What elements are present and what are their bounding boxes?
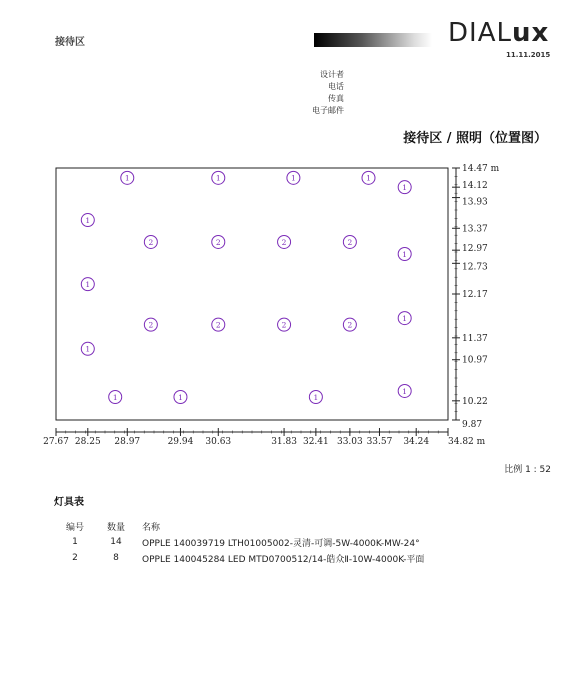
meta-phone: 电话 <box>328 82 344 91</box>
x-axis <box>43 428 486 447</box>
luminaire-type-label: 1 <box>85 215 91 225</box>
x-tick-label: 34.24 <box>403 437 430 447</box>
y-tick-label: 12.73 <box>462 262 488 273</box>
luminaire-type-label: 1 <box>313 392 319 402</box>
row-index: 2 <box>72 553 78 563</box>
room-outline <box>56 168 448 420</box>
luminaire-marker-type-1 <box>109 390 122 403</box>
luminaire-marker-type-1 <box>398 181 411 194</box>
luminaire-marker-type-1 <box>81 342 94 355</box>
x-tick-label: 28.25 <box>74 437 101 447</box>
x-tick-label: 28.97 <box>114 437 141 447</box>
x-tick-label: 33.57 <box>366 437 393 447</box>
luminaire-type-label: 1 <box>178 392 183 402</box>
meta-designer: 设计者 <box>320 70 344 79</box>
luminaire-type-label: 2 <box>148 320 154 330</box>
luminaire-marker-type-2 <box>343 235 356 248</box>
luminaire-marker-type-1 <box>398 384 411 397</box>
view-title: 接待区 / 照明（位置图） <box>403 131 547 146</box>
y-axis <box>452 164 500 430</box>
x-tick-label: 29.94 <box>167 437 194 447</box>
header-quantity: 数量 <box>106 522 125 533</box>
luminaire-type-label: 2 <box>148 237 154 247</box>
y-tick-label: 13.37 <box>462 224 488 235</box>
luminaire-type-label: 1 <box>291 173 296 183</box>
luminaire-type-label: 2 <box>281 237 287 247</box>
luminaire-type-label: 1 <box>85 279 91 289</box>
logo-bold-text: ux <box>511 18 550 48</box>
y-tick-label: 12.97 <box>462 244 488 255</box>
luminaire-marker-type-2 <box>212 235 225 248</box>
luminaire-type-label: 1 <box>215 173 221 183</box>
luminaire-marker-type-2 <box>343 318 356 331</box>
luminaire-marker-type-1 <box>81 278 94 291</box>
row-quantity: 14 <box>110 537 122 547</box>
y-tick-label: 11.37 <box>462 333 488 344</box>
row-name: OPPLE 140045284 LED MTD0700512/14-皓众Ⅱ-10W-4000K-平面 <box>142 554 425 565</box>
luminaire-type-label: 2 <box>215 237 221 247</box>
luminaire-type-label: 2 <box>347 320 353 330</box>
header-name: 名称 <box>142 522 161 533</box>
x-tick-label: 30.63 <box>205 437 232 447</box>
y-tick-label: 9.87 <box>462 420 483 430</box>
x-tick-label: 33.03 <box>336 437 363 447</box>
row-index: 1 <box>72 537 78 547</box>
meta-email: 电子邮件 <box>312 106 344 115</box>
luminaire-marker-type-2 <box>144 235 157 248</box>
luminaire-marker-type-1 <box>121 171 134 184</box>
luminaire-type-label: 1 <box>124 173 130 183</box>
luminaire-marker-type-1 <box>212 171 225 184</box>
luminaire-marker-type-2 <box>278 318 291 331</box>
luminaire-type-label: 1 <box>402 386 408 396</box>
x-tick-label: 31.83 <box>271 437 297 447</box>
y-tick-label: 14.47 m <box>462 164 500 174</box>
luminaire-marker-type-2 <box>144 318 157 331</box>
scale-label: 比例 1 : 52 <box>504 465 551 475</box>
y-tick-label: 13.93 <box>462 197 488 208</box>
luminaire-marker-type-1 <box>309 390 322 403</box>
luminaire-type-label: 1 <box>402 249 408 259</box>
row-name: OPPLE 140039719 LTH01005002-灵清-可调-5W-4000K-MW-24° <box>142 538 420 549</box>
x-tick-label: 34.82 m <box>448 437 486 447</box>
luminaire-marker-type-2 <box>212 318 225 331</box>
logo-light-text: DIAL <box>448 18 512 48</box>
meta-fax: 传真 <box>328 94 344 103</box>
luminaire-marker-type-1 <box>287 171 300 184</box>
luminaire-marker-type-1 <box>174 390 187 403</box>
y-tick-label: 14.12 <box>462 181 488 192</box>
table-row <box>58 534 424 550</box>
luminaire-table <box>58 518 424 566</box>
x-tick-label: 27.67 <box>43 437 69 447</box>
report-date: 11.11.2015 <box>506 51 551 59</box>
luminaire-type-label: 1 <box>112 392 118 402</box>
luminaire-table-title: 灯具表 <box>54 497 84 508</box>
project-title: 接待区 <box>55 37 85 48</box>
luminaire-type-label: 1 <box>366 173 371 183</box>
luminaire-type-label: 2 <box>215 320 221 330</box>
luminaire-type-label: 1 <box>85 344 91 354</box>
luminaire-type-label: 2 <box>281 320 287 330</box>
y-tick-label: 12.17 <box>462 290 488 300</box>
luminaire-type-label: 1 <box>402 182 408 192</box>
y-tick-label: 10.97 <box>462 355 488 366</box>
luminaire-type-label: 2 <box>347 237 353 247</box>
header-index: 编号 <box>65 522 84 533</box>
luminaire-marker-type-2 <box>278 235 291 248</box>
y-tick-label: 10.22 <box>462 396 488 407</box>
luminaire-marker-type-1 <box>398 248 411 261</box>
luminaire-group <box>81 171 411 403</box>
luminaire-marker-type-1 <box>362 171 375 184</box>
luminaire-marker-type-1 <box>398 312 411 325</box>
luminaire-marker-type-1 <box>81 214 94 227</box>
luminaire-type-label: 1 <box>402 313 408 323</box>
table-row <box>58 550 424 566</box>
x-tick-label: 32.41 <box>302 437 329 447</box>
row-quantity: 8 <box>113 553 119 563</box>
table-header-row <box>58 518 424 534</box>
